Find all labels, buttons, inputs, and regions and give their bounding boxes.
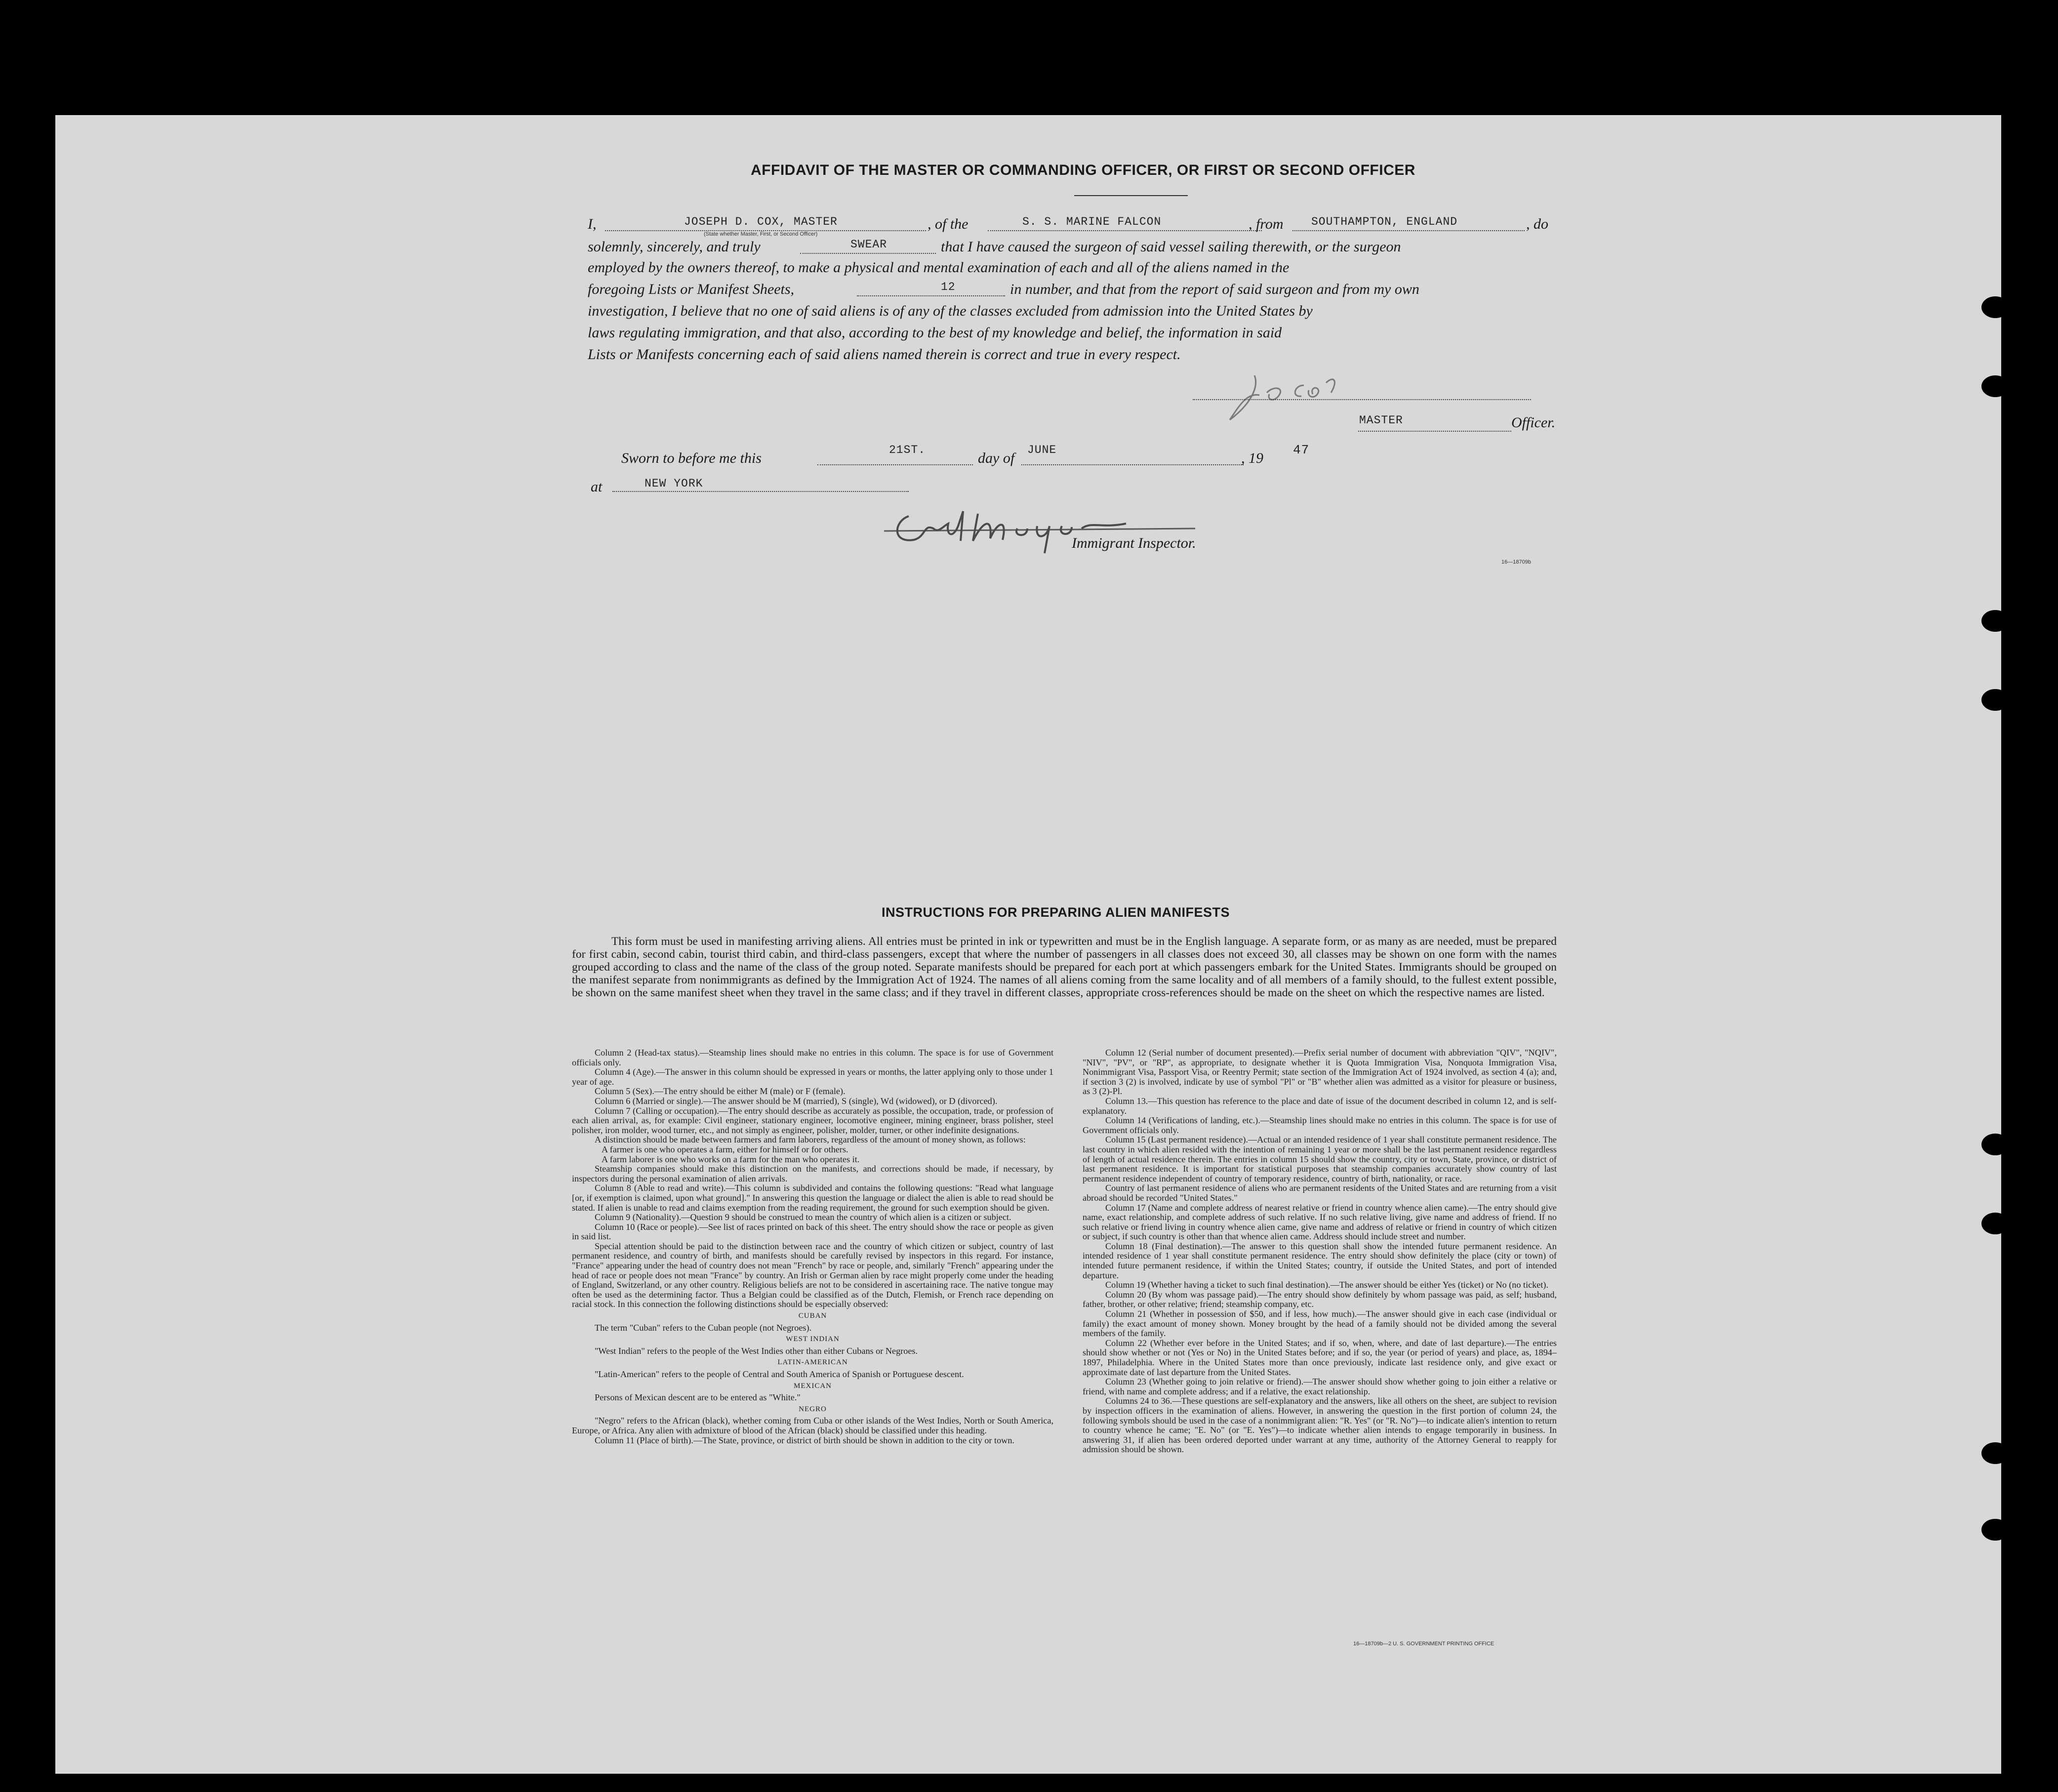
of-the-label: , of the: [928, 216, 968, 232]
affidavit-line2-pre: solemnly, sincerely, and truly: [588, 239, 761, 255]
right-col-para: Column 20 (By whom was passage paid).—The entry should show definitely by whom passage was paid, as self; husband, father, brother, or other relative; friend; steamship company, etc.: [1083, 1289, 1557, 1309]
negro-heading: NEGRO: [799, 1405, 827, 1413]
do-label: , do: [1526, 216, 1548, 232]
affidavit-title: AFFIDAVIT OF THE MASTER OR COMMANDING OFFICER, OR FIRST OR SECOND OFFICER: [751, 162, 1415, 178]
latin-american-heading: LATIN-AMERICAN: [777, 1358, 848, 1367]
right-col-para: Columns 24 to 36.—These questions are self-explanatory and the answers, like all others on the sheet, are subject to revision by inspection officers in the examination of aliens. However, in answering the question in the first portion of column 24, the following symbols should be used in the case of a nonimmigrant alien: "R. Yes" (or "R. No")—to indicate alien's intention to return to country whence he came; "E. No" (or "E. Yes")—to indicate whether alien intends to engage temporarily in business. In answering 31, if alien has been ordered deported under warrant at any time, authority of the Attorney General to reapply for admission should be shown.: [1083, 1396, 1557, 1455]
right-col-para: Column 14 (Verifications of landing, etc.).—Steamship lines should make no entries in this column. The space is for use of Government officials only.: [1083, 1115, 1557, 1135]
left-col-para: Column 5 (Sex).—The entry should be either M (male) or F (female).: [595, 1086, 846, 1097]
left-col-para: Column 6 (Married or single).—The answer should be M (married), S (single), Wd (widowed), or D (divorced).: [595, 1096, 998, 1106]
affidavit-line6: laws regulating immigration, and that also, according to the best of my knowledge and belief, the information in said: [588, 325, 1282, 341]
binder-hole: [1981, 296, 2009, 318]
binder-hole: [1981, 1442, 2009, 1464]
form-number: 16—18709b: [1501, 559, 1531, 565]
state-whether-note: (State whether Master, First, or Second Officer): [704, 231, 818, 237]
sworn-day: 21ST.: [889, 444, 926, 456]
oath-word: SWEAR: [850, 238, 888, 251]
right-col-para: Column 22 (Whether ever before in the United States; and if so, when, where, and date of last departure).—The entries should show whether or not (Yes or No) in the United States before; and if so, the year (or period of years) and place, as, 1894–1897, Philadelphia. Where in the United States more than once previously, indicate last residence only, and give exact or approximate date of last departure from the United States.: [1083, 1338, 1557, 1377]
at-label: at: [591, 479, 603, 495]
left-col-para: A farmer is one who operates a farm, either for himself or for others.: [602, 1144, 848, 1154]
departure-port: SOUTHAMPTON, ENGLAND: [1311, 215, 1458, 228]
year-prefix: , 19: [1241, 450, 1263, 466]
officer-name: JOSEPH D. COX, MASTER: [684, 215, 838, 228]
mexican-text: Persons of Mexican descent are to be entered as "White.": [595, 1392, 801, 1403]
negro-text: "Negro" refers to the African (black), whether coming from Cuba or other islands of the West Indies, North or South America, Europe, or Africa. Any alien with admixture of blood of the African (black) should be classified under this heading.: [572, 1416, 1053, 1435]
right-col-para: Column 21 (Whether in possession of $50, and if less, how much).—The answer should give in each case (individual or family) the exact amount of money shown. Money brought by the head of a family should not be divided among the several members of the family.: [1083, 1309, 1557, 1339]
binder-hole: [1981, 375, 2009, 397]
left-col-para: Column 8 (Able to read and write).—This column is subdivided and contains the following questions: "Read what language [or, if exemption is claimed, upon what ground]." In answering this question the language or dialect the alien is able to read should be stated. If alien is unable to read and claims exemption from the reading requirement, the ground for such exemption should be given.: [572, 1183, 1053, 1213]
right-col-para: Column 12 (Serial number of document presented).—Prefix serial number of document with abbreviation "QIV", "NQIV", "NIV", "PV", or "RP", as appropriate, to designate whether it is Quota Immigration Visa, Nonquota Immigration Visa, Nonimmigrant Visa, Passport Visa, or Reentry Permit; state section of the Immigration Act of 1924 involved, as section 4 (a); and, if section 3 (2) is involved, indicate by use of symbol "Pl" or "B" whether alien was admitted as a visitor for pleasure or business, as 3 (2)-Pl.: [1083, 1048, 1557, 1097]
instructions-right-column: [1083, 1048, 1557, 1455]
sworn-month: JUNE: [1027, 444, 1057, 456]
left-col-para: Steamship companies should make this distinction on the manifests, and corrections should be made, if necessary, by inspectors during the personal examination of alien arrivals.: [572, 1164, 1053, 1183]
binder-hole: [1981, 1519, 2009, 1541]
affidavit-line7: Lists or Manifests concerning each of said aliens named therein is correct and true in every respect.: [588, 346, 1181, 363]
affidavit-line2-post: that I have caused the surgeon of said vessel sailing therewith, or the surgeon: [941, 239, 1401, 255]
cuban-text: The term "Cuban" refers to the Cuban people (not Negroes).: [595, 1322, 812, 1333]
sworn-label: Sworn to before me this: [621, 450, 762, 466]
affidavit-line4-pre: foregoing Lists or Manifest Sheets,: [588, 281, 795, 297]
left-col-para: Column 9 (Nationality).—Question 9 should be construed to mean the country of which alien is a citizen or subject.: [595, 1212, 1011, 1222]
sworn-place: NEW YORK: [645, 477, 703, 490]
left-col-para: Column 10 (Race or people).—See list of races printed on back of this sheet. The entry should show the race or people as given in said list.: [572, 1222, 1053, 1242]
printing-office-footer: 16—18709b—2 U. S. GOVERNMENT PRINTING OFFICE: [1353, 1641, 1494, 1647]
binder-hole: [1981, 610, 2009, 632]
officer-title: MASTER: [1359, 414, 1403, 427]
left-col-para: A farm laborer is one who works on a farm for the man who operates it.: [602, 1154, 860, 1164]
mexican-heading: MEXICAN: [794, 1382, 832, 1390]
affidavit-i: I,: [588, 216, 597, 232]
binder-hole: [1981, 689, 2009, 711]
affidavit-line5: investigation, I believe that no one of said aliens is of any of the classes excluded from admission into the United States by: [588, 303, 1313, 319]
column-11-text: Column 11 (Place of birth).—The State, province, or district of birth should be shown in addition to the city or town.: [595, 1435, 1014, 1445]
left-col-para: Column 4 (Age).—The answer in this column should be expressed in years or months, the latter applying only to those under 1 year of age.: [572, 1067, 1053, 1087]
west-indian-heading: WEST INDIAN: [786, 1335, 840, 1344]
sworn-year: 47: [1293, 443, 1310, 457]
left-col-para: Column 2 (Head-tax status).—Steamship lines should make no entries in this column. The space is for use of Government officials only.: [572, 1048, 1053, 1067]
inspector-label: Immigrant Inspector.: [1072, 535, 1196, 551]
manifest-sheet-count: 12: [941, 281, 956, 293]
right-col-para: Country of last permanent residence of aliens who are permanent residents of the United States and are returning from a visit abroad should be recorded "United States.": [1083, 1183, 1557, 1203]
binder-hole: [1981, 1213, 2009, 1234]
affidavit-line4-post: in number, and that from the report of said surgeon and from my own: [1010, 281, 1419, 297]
vessel-name: S. S. MARINE FALCON: [1022, 215, 1162, 228]
right-col-para: Column 19 (Whether having a ticket to such final destination).—The answer should be either Yes (ticket) or No (no ticket).: [1105, 1280, 1549, 1290]
instructions-lead: This form must be used in manifesting arriving aliens. All entries must be printed in ink or typewritten and must be in the English language. A separate form, or as many as are needed, must be prepared for first cabin, second cabin, tourist third cabin, and third-class passengers, except that where the number of passengers in all classes does not exceed 30, all classes may be shown on one form with the names grouped according to class and the name of the class of the group noted. Separate manifests should be prepared for each port at which passengers embark for the United States. Immigrants should be grouped on the manifest separate from nonimmigrants as defined by the Immigration Act of 1924. The names of all aliens coming from the same locality and of all members of a family should, to the fullest extent possible, be shown on the same manifest sheet when they travel in the same class; and if they travel in different classes, appropriate cross-references should be made on the sheet on which the respective names are listed.: [572, 935, 1557, 999]
officer-label: Officer.: [1511, 414, 1556, 431]
latin-american-text: "Latin-American" refers to the people of Central and South America of Spanish or Portuguese descent.: [595, 1369, 964, 1379]
from-label: , from: [1249, 216, 1284, 232]
left-col-para: Special attention should be paid to the distinction between race and the country of which citizen or subject, country of last permanent residence, and country of birth, and manifests should be carefully revised by inspectors in this regard. For instance, "France" appearing under the head of country does not mean "French" by race or people, and, similarly "French" appearing under the head of race or people does not mean "France" by country. An Irish or German alien by race might properly come under the heading of England, Switzerland, or any other country. Religious beliefs are not to be considered in ascertaining race. The native tongue may often be used as the determining factor. Thus a Belgian could be classified as of the Dutch, Flemish, or French race depending on racial stock. In this connection the following distinctions should be especially observed:: [572, 1241, 1053, 1309]
signature-line: [1193, 399, 1531, 400]
left-col-para: A distinction should be made between farmers and farm laborers, regardless of the amount of money shown, as follows:: [595, 1135, 1026, 1145]
left-col-para: Column 7 (Calling or occupation).—The entry should describe as accurately as possible, the occupation, trade, or profession of each alien arrival, as, for example: Civil engineer, stationary engineer, locomotive engineer, mining engineer, brass polisher, steel polisher, iron molder, wood turner, etc., and not simply as engineer, polisher, molder, turner, or other indefinite designations.: [572, 1105, 1053, 1135]
right-col-para: Column 17 (Name and complete address of nearest relative or friend in country whence alien came).—The entry should give name, exact relationship, and complete address of such relative. If no such relative living, give name and address of friend. If no such relative or friend living in country whence alien came, give name and address of relative or friend in country of which citizen or subject, if such country is other than that whence alien came. Address should include street and number.: [1083, 1202, 1557, 1242]
binder-hole: [1981, 1134, 2009, 1155]
affidavit-line3: employed by the owners thereof, to make a physical and mental examination of each and all of the aliens named in the: [588, 259, 1290, 276]
instructions-left-column: [572, 1048, 1053, 1445]
instructions-title: INSTRUCTIONS FOR PREPARING ALIEN MANIFESTS: [882, 905, 1230, 920]
right-col-para: Column 15 (Last permanent residence).—Actual or an intended residence of 1 year shall constitute permanent residence. The last country in which alien resided with the intention of remaining 1 year or more shall be the last permanent residence regardless of length of actual residence therein. The entries in column 15 should show the country, city or town, State, province, or district of last permanent residence. It is important for statistical purposes that steamship companies accurately show country of last permanent residence independent of country of temporary residence, country of birth, nationality, or race.: [1083, 1135, 1557, 1183]
right-col-para: Column 18 (Final destination).—The answer to this question shall show the intended future permanent residence. An intended residence of 1 year shall constitute permanent residence. The entry should show definitely the place (city or town) of intended future permanent residence, if within the United States; country, if outside the United States, and port of intended departure.: [1083, 1241, 1557, 1280]
west-indian-text: "West Indian" refers to the people of the West Indies other than either Cubans or Negroes.: [595, 1345, 918, 1356]
day-of-label: day of: [978, 450, 1015, 466]
cuban-heading: CUBAN: [798, 1312, 827, 1320]
right-col-para: Column 23 (Whether going to join relative or friend).—The answer should show whether going to join either a relative or friend, with name and complete address; and if a relative, the exact relationship.: [1083, 1377, 1557, 1396]
title-rule: [1074, 195, 1188, 196]
right-col-para: Column 13.—This question has reference to the place and date of issue of the document described in column 12, and is self-explanatory.: [1083, 1096, 1557, 1116]
